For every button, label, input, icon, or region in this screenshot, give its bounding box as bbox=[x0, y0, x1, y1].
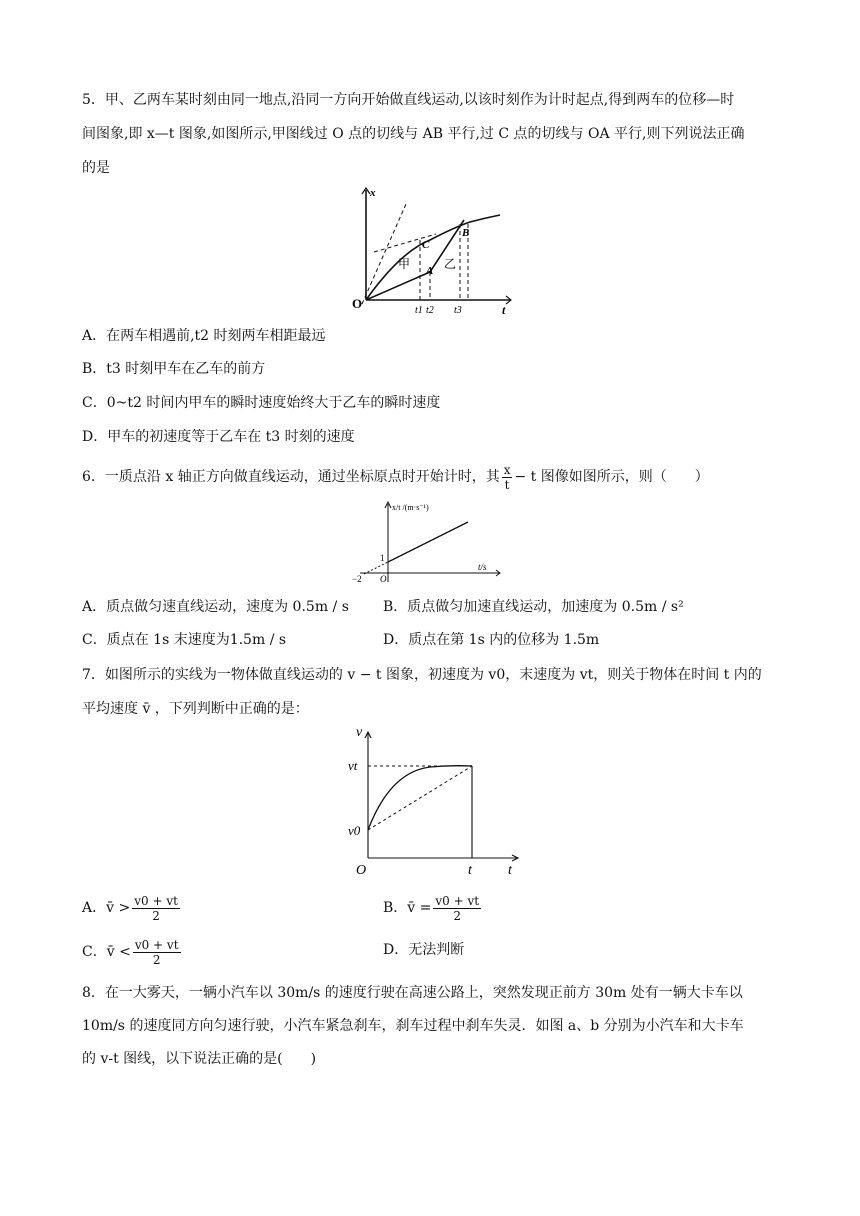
q7-option-a bbox=[82, 890, 182, 926]
q6-intercept-x: −2 bbox=[352, 574, 362, 584]
q5-line3: 的是 bbox=[82, 160, 110, 176]
q6-frac-num: x bbox=[503, 462, 511, 477]
q5-xt-graph bbox=[340, 182, 520, 320]
q7-option-a-label: A． bbox=[82, 900, 107, 916]
q7-vt-graph bbox=[340, 722, 530, 880]
q5-point-c: C bbox=[422, 239, 430, 251]
q6-option-d: D．质点在第 1s 内的位移为 1.5m bbox=[383, 632, 600, 648]
q5-option-a: A．在两车相遇前,t2 时刻两车相距最远 bbox=[82, 328, 326, 344]
q5-option-d: D．甲车的初速度等于乙车在 t3 时刻的速度 bbox=[82, 429, 355, 445]
q6-xt-t-graph bbox=[350, 498, 510, 586]
q5-option-c: C．0~t2 时间内甲车的瞬时速度始终大于乙车的瞬时速度 bbox=[82, 395, 441, 411]
q7-option-c-fraction bbox=[133, 938, 181, 967]
q5-origin-label: O bbox=[352, 296, 363, 311]
q6-option-a: A．质点做匀速直线运动，速度为 0.5m / s bbox=[82, 599, 349, 615]
q7-origin-label: O bbox=[356, 863, 367, 878]
q6-line bbox=[388, 522, 468, 562]
q6-option-c: C．质点在 1s 末速度为1.5m / s bbox=[82, 632, 287, 648]
q5-label-jia: 甲 bbox=[398, 257, 411, 271]
q7-v-label: v bbox=[356, 725, 363, 740]
q7-option-a-num: v0 + vt bbox=[134, 893, 178, 908]
q7-option-c bbox=[82, 934, 183, 970]
q8-line3: 的 v-t 图线，以下说法正确的是( ) bbox=[82, 1051, 317, 1067]
q7-option-b-den: 2 bbox=[453, 908, 462, 923]
q5-option-b: B．t3 时刻甲车在乙车的前方 bbox=[82, 361, 266, 377]
q6-stem-post: − t 图像如图所示，则（ ） bbox=[514, 469, 709, 485]
q5-line1: 5．甲、乙两车某时刻由同一地点,沿同一方向开始做直线运动,以该时刻作为计时起点,得到两车的位移—时 bbox=[82, 92, 735, 108]
q7-option-a-den: 2 bbox=[152, 908, 160, 923]
q6-stem-fraction bbox=[502, 463, 513, 492]
q7-t-tick: t bbox=[468, 863, 472, 878]
q7-option-d: D．无法判断 bbox=[383, 942, 465, 958]
q5-label-yi: 乙 bbox=[444, 257, 457, 271]
q7-option-c-rel: v̄ < bbox=[106, 944, 131, 960]
q5-curve-jia bbox=[366, 215, 500, 300]
q7-option-c-label: C． bbox=[82, 944, 107, 960]
q5-tick-t1: t1 bbox=[415, 305, 423, 316]
q7-v0-label: v0 bbox=[348, 823, 361, 838]
q8-line2: 10m/s 的速度同方向匀速行驶，小汽车紧急刹车，刹车过程中刹车失灵．如图 a、b 分别为小汽车和大卡车 bbox=[82, 1018, 744, 1034]
q5-point-b: B bbox=[462, 227, 470, 239]
q7-option-b bbox=[383, 890, 483, 926]
q7-option-a-rel: v̄ > bbox=[106, 900, 131, 916]
q7-t-label: t bbox=[508, 863, 512, 878]
q5-tick-t2: t2 bbox=[426, 305, 434, 316]
q7-option-c-den: 2 bbox=[152, 952, 161, 967]
q5-t-label: t bbox=[502, 303, 506, 317]
q5-point-a: A bbox=[426, 265, 434, 277]
q7-option-b-label: B． bbox=[383, 900, 408, 916]
q6-stem-pre: 6．一质点沿 x 轴正方向做直线运动，通过坐标原点时开始计时，其 bbox=[82, 469, 500, 485]
q6-frac-den: t bbox=[504, 477, 510, 492]
q6-y-label: x/t /(m·s⁻¹) bbox=[392, 503, 429, 512]
q8-line1: 8．在一大雾天，一辆小汽车以 30m/s 的速度行驶在高速公路上，突然发现正前方 30m 处有一辆大卡车以 bbox=[82, 985, 743, 1001]
q5-x-label: x bbox=[370, 187, 376, 199]
q6-intercept-y: 1 bbox=[380, 553, 385, 563]
q6-option-b: B．质点做匀加速直线运动，加速度为 0.5m / s² bbox=[383, 599, 684, 615]
q7-option-b-num: v0 + vt bbox=[435, 893, 480, 908]
q6-x-label: t/s bbox=[478, 562, 487, 572]
q7-option-b-fraction bbox=[433, 894, 481, 923]
q5-line2: 间图象,即 x—t 图象,如图所示,甲图线过 O 点的切线与 AB 平行,过 C 点的切线与 OA 平行,则下列说法正确 bbox=[82, 126, 745, 142]
q7-line1: 7．如图所示的实线为一物体做直线运动的 v − t 图象，初速度为 v0，末速度为 vt，则关于物体在时间 t 内的 bbox=[82, 667, 762, 683]
q7-line2: 平均速度 v̄ ，下列判断中正确的是： bbox=[82, 701, 309, 717]
q7-option-c-num: v0 + vt bbox=[134, 937, 179, 952]
q6-stem bbox=[82, 460, 709, 494]
q6-origin-label: O bbox=[380, 574, 387, 584]
q7-vt-label: vt bbox=[348, 758, 358, 773]
q5-tick-t3: t3 bbox=[454, 305, 462, 316]
q7-option-b-rel: v̄ = bbox=[407, 900, 432, 916]
q7-option-a-fraction bbox=[132, 894, 180, 923]
